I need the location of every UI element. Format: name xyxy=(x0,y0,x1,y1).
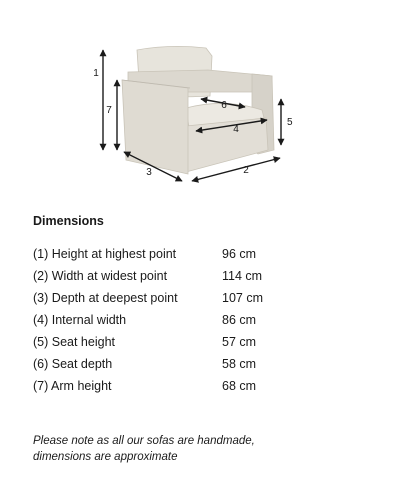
dimension-row xyxy=(33,243,333,265)
dimension-label: (3) Depth at deepest point xyxy=(33,291,178,305)
armchair-illustration xyxy=(122,46,274,174)
dimension-label: (6) Seat depth xyxy=(33,357,113,371)
dimensions-list xyxy=(33,243,333,397)
dimension-row xyxy=(33,265,333,287)
dimension-row xyxy=(33,353,333,375)
dim-label-3: 3 xyxy=(146,167,152,178)
dimensions-heading: Dimensions xyxy=(33,214,104,228)
dimension-value: 68 cm xyxy=(222,379,257,393)
dimension-value: 114 cm xyxy=(222,269,263,283)
dimension-value: 86 cm xyxy=(222,313,257,327)
dimension-label: (2) Width at widest point xyxy=(33,269,168,283)
handmade-note xyxy=(33,433,363,465)
dimension-value: 96 cm xyxy=(222,247,257,261)
dimension-value: 58 cm xyxy=(222,357,257,371)
dim-label-5: 5 xyxy=(287,117,293,128)
dimension-label: (1) Height at highest point xyxy=(33,247,177,261)
dim-label-6: 6 xyxy=(221,100,227,111)
dimension-label: (4) Internal width xyxy=(33,313,127,327)
dim-label-1: 1 xyxy=(93,68,99,79)
dimension-value: 107 cm xyxy=(222,291,263,305)
note-line-2: dimensions are approximate xyxy=(33,451,178,463)
dim-label-7: 7 xyxy=(106,105,112,116)
dimension-row xyxy=(33,309,333,331)
dimension-value: 57 cm xyxy=(222,335,257,349)
dimension-row xyxy=(33,375,333,397)
dimension-row xyxy=(33,287,333,309)
dimension-label: (7) Arm height xyxy=(33,379,112,393)
dim-label-2: 2 xyxy=(243,165,249,176)
dim-label-4: 4 xyxy=(233,124,239,135)
armchair-dimension-diagram xyxy=(0,0,400,200)
dimension-row xyxy=(33,331,333,353)
dimension-label: (5) Seat height xyxy=(33,335,115,349)
note-line-1: Please note as all our sofas are handmade, xyxy=(33,435,255,447)
